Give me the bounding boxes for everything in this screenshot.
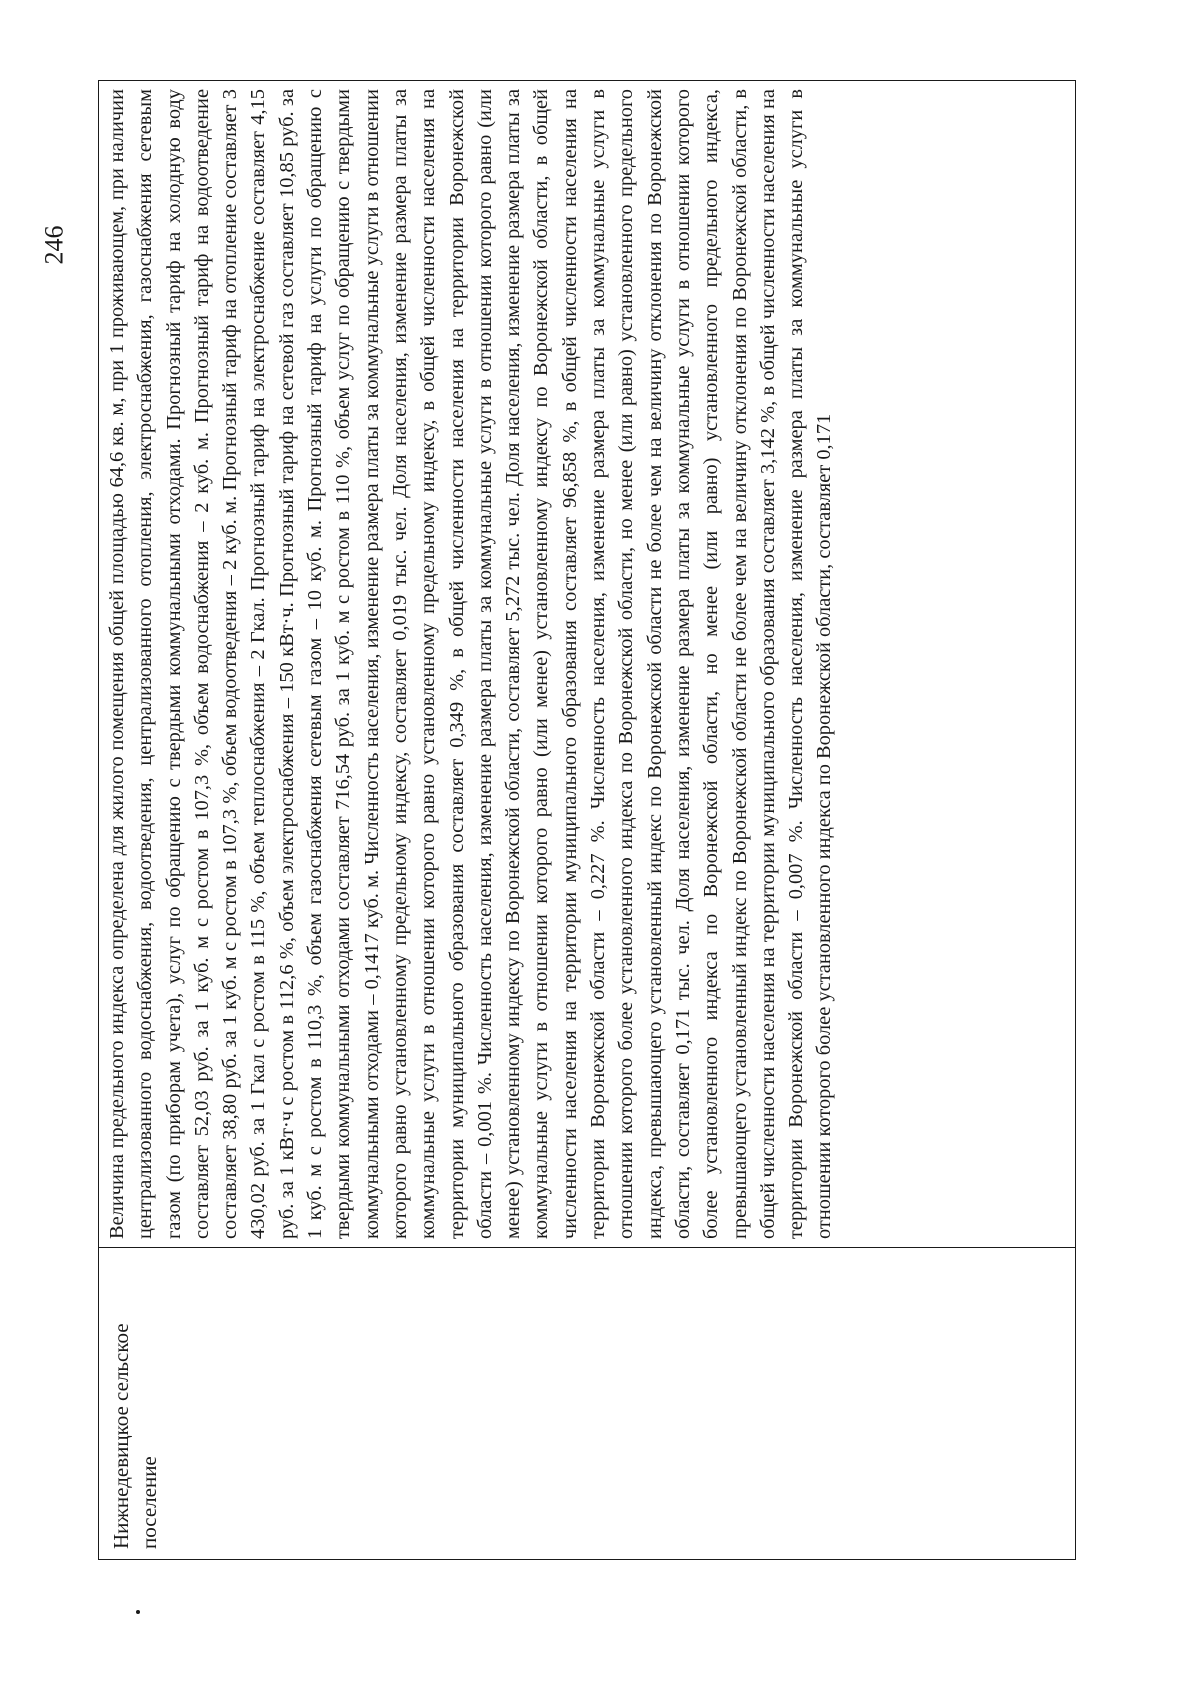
settlement-name-cell: Нижнедевицкое сельское поселение	[99, 1247, 1075, 1559]
page-number	[34, 225, 74, 265]
tariff-table	[98, 80, 1076, 1560]
page-number-text: 246	[39, 225, 68, 265]
scan-dot-mark	[136, 1610, 140, 1614]
rotated-table-container	[98, 80, 1076, 1560]
index-description-cell: Величина предельного индекса определена для жилого помещения общей площадью 64,6 кв. м, при 1 проживающем, при наличии централизованного водоснабжения, водоотведения, централизованного отопления, электроснабжения, газоснабжения сетевым газом (по приборам учета), услуг по обращению с твердыми коммунальными отходами. Прогнозный тариф на холодную воду составляет 52,03 руб. за 1 куб. м с ростом в 107,3 %, объем водоснабжения – 2 куб. м. Прогнозный тариф на водоотведение составляет 38,80 руб. за 1 куб. м с ростом в 107,3 %, объем водоотведения – 2 куб. м. Прогнозный тариф на отопление составляет 3 430,02 руб. за 1 Гкал с ростом в 115 %, объем теплоснабжения – 2 Гкал. Прогнозный тариф на электроснабжение составляет 4,15 руб. за 1 кВт·ч с ростом в 112,6 %, объем электроснабжения – 150 кВт·ч. Прогнозный тариф на сетевой газ составляет 10,85 руб. за 1 куб. м с ростом в 110,3 %, объем газоснабжения сетевым газом – 10 куб. м. Прогнозный тариф на услуги по обращению с твердыми коммунальными отходами составляет 716,54 руб. за 1 куб. м с ростом в 110 %, объем услуг по обращению с твердыми коммунальными отходами – 0,1417 куб. м. Численность населения, изменение размера платы за коммунальные услуги в отношении которого равно установленному предельному индексу, составляет 0,019 тыс. чел. Доля населения, изменение размера платы за коммунальные услуги в отношении которого равно установленному предельному индексу, в общей численности населения на территории муниципального образования составляет 0,349 %, в общей численности населения на территории Воронежской области – 0,001 %. Численность населения, изменение размера платы за коммунальные услуги в отношении которого равно (или менее) установленному индексу по Воронежской области, составляет 5,272 тыс. чел. Доля населения, изменение размера платы за коммунальные услуги в отношении которого равно (или менее) установленному индексу по Воронежской области, в общей численности населения на территории муниципального образования составляет 96,858 %, в общей численности населения на территории Воронежской области – 0,227 %. Численность населения, изменение размера платы за коммунальные услуги в отношении которого более установленного индекса по Воронежской области, но менее (или равно) установленного предельного индекса, превышающего установленный индекс по Воронежской области не более чем на величину отклонения по Воронежской области, составляет 0,171 тыс. чел. Доля населения, изменение размера платы за коммунальные услуги в отношении которого более установленного индекса по Воронежской области, но менее (или равно) установленного предельного индекса, превышающего установленный индекс по Воронежской области не более чем на величину отклонения по Воронежской области, в общей численности населения на территории муниципального образования составляет 3,142 %, в общей численности населения на территории Воронежской области – 0,007 %. Численность населения, изменение размера платы за коммунальные услуги в отношении которого более установленного индекса по Воронежской области, составляет 0,171	[106, 89, 836, 1239]
